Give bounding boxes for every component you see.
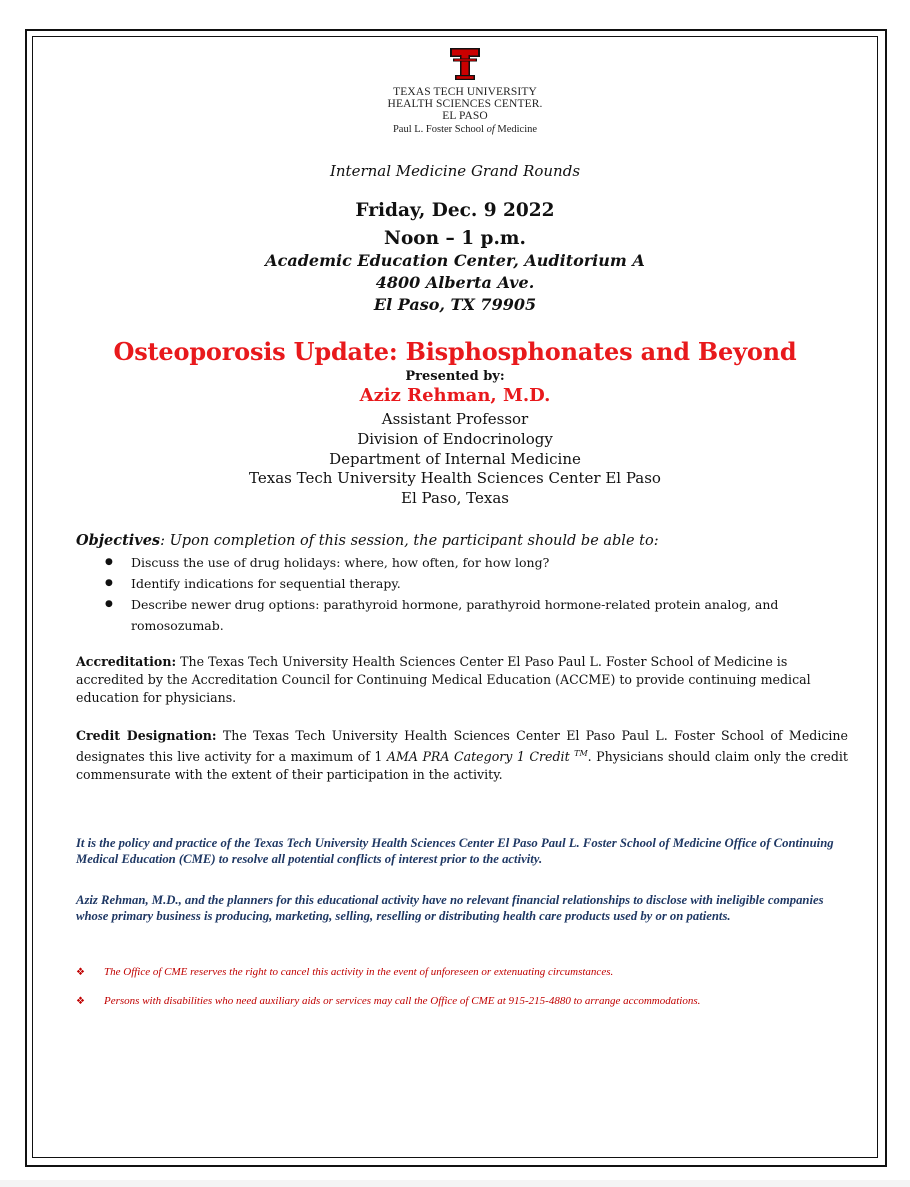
speaker-location: El Paso, Texas	[401, 489, 509, 508]
accessibility-text: Persons with disabilities who need auxiliary aids or services may call the Office of CME at 915-215-4880 to arrange accommodations.	[104, 995, 701, 1007]
event-series: Internal Medicine Grand Rounds	[329, 162, 581, 180]
speaker-affiliation	[0, 410, 910, 509]
event-city: El Paso, TX 79905	[373, 295, 537, 314]
credit-label: Credit Designation:	[76, 728, 217, 743]
accreditation-label: Accreditation:	[76, 654, 177, 669]
event-location	[0, 250, 910, 316]
double-t-logo-icon	[447, 46, 483, 82]
credit-text-before: The Texas Tech University Health Sciences Center El Paso Paul L. Foster School of Medicine designates this live activity for a maximum of 1	[76, 728, 848, 765]
credit-text-after: . Physicians should claim only the credit commensurate with the extent of their participation in the activity.	[76, 749, 848, 783]
list-item: ● Identify indications for sequential therapy.	[105, 573, 825, 594]
event-date: Friday, Dec. 9 2022	[355, 200, 555, 221]
logo-school: Paul L. Foster School of Medicine	[392, 124, 538, 135]
trademark-mark: TM	[574, 749, 588, 758]
objectives-label: Objectives	[76, 532, 161, 549]
financial-disclosure-statement: Aziz Rehman, M.D., and the planners for this educational activity have no relevant financial relationships to disclose with ineligible companies whose primary business is producing, marketing, selling, reselling or distributing health care products used by or on patients.	[76, 893, 824, 923]
event-venue: Academic Education Center, Auditorium A	[265, 251, 645, 270]
list-item: ● Discuss the use of drug holidays: where, how often, for how long?	[105, 552, 825, 573]
credit-designation	[76, 727, 848, 784]
objectives-list	[105, 552, 825, 636]
speaker-name: Aziz Rehman, M.D.	[359, 385, 551, 406]
objectives-heading	[76, 532, 856, 549]
talk-title: Osteoporosis Update: Bisphosphonates and Beyond	[113, 337, 797, 366]
cancellation-note	[76, 966, 852, 978]
logo-campus: EL PASO	[442, 110, 488, 122]
speaker-division: Division of Endocrinology	[357, 429, 553, 448]
coi-policy-statement: It is the policy and practice of the Texas Tech University Health Sciences Center El Paso Paul L. Foster School of Medicine Office of Continuing Medical Education (CME) to resolve all potential conflicts of interest prior to the activity.	[76, 836, 834, 866]
objectives-intro: : Upon completion of this session, the participant should be able to:	[160, 533, 659, 549]
event-address: 4800 Alberta Ave.	[375, 273, 535, 292]
list-item: ● Describe newer drug options: parathyroid hormone, parathyroid hormone-related protein analog, and romosozumab.	[105, 594, 825, 636]
presented-by-label: Presented by:	[405, 369, 505, 384]
accessibility-note	[76, 995, 852, 1007]
cancellation-text: The Office of CME reserves the right to cancel this activity in the event of unforeseen or extenuating circumstances.	[104, 966, 614, 978]
accreditation-statement	[76, 653, 848, 707]
diamond-bullet-icon: ❖	[76, 996, 85, 1007]
ttuhsc-logo	[375, 46, 555, 146]
diamond-bullet-icon: ❖	[76, 967, 85, 978]
logo-university-name: TEXAS TECH UNIVERSITY	[393, 86, 537, 98]
speaker-institution: Texas Tech University Health Sciences Center El Paso	[249, 469, 661, 488]
logo-hsc-name: HEALTH SCIENCES CENTER.	[387, 98, 543, 110]
accreditation-text: The Texas Tech University Health Sciences Center El Paso Paul L. Foster School of Medicine is accredited by the Accreditation Council for Continuing Medical Education (ACCME) to provide continuing medical education for physicians.	[76, 654, 811, 705]
credit-category: AMA PRA Category 1 Credit	[386, 749, 575, 765]
speaker-department: Department of Internal Medicine	[329, 449, 581, 468]
speaker-title: Assistant Professor	[381, 410, 529, 428]
event-time: Noon – 1 p.m.	[384, 228, 526, 249]
